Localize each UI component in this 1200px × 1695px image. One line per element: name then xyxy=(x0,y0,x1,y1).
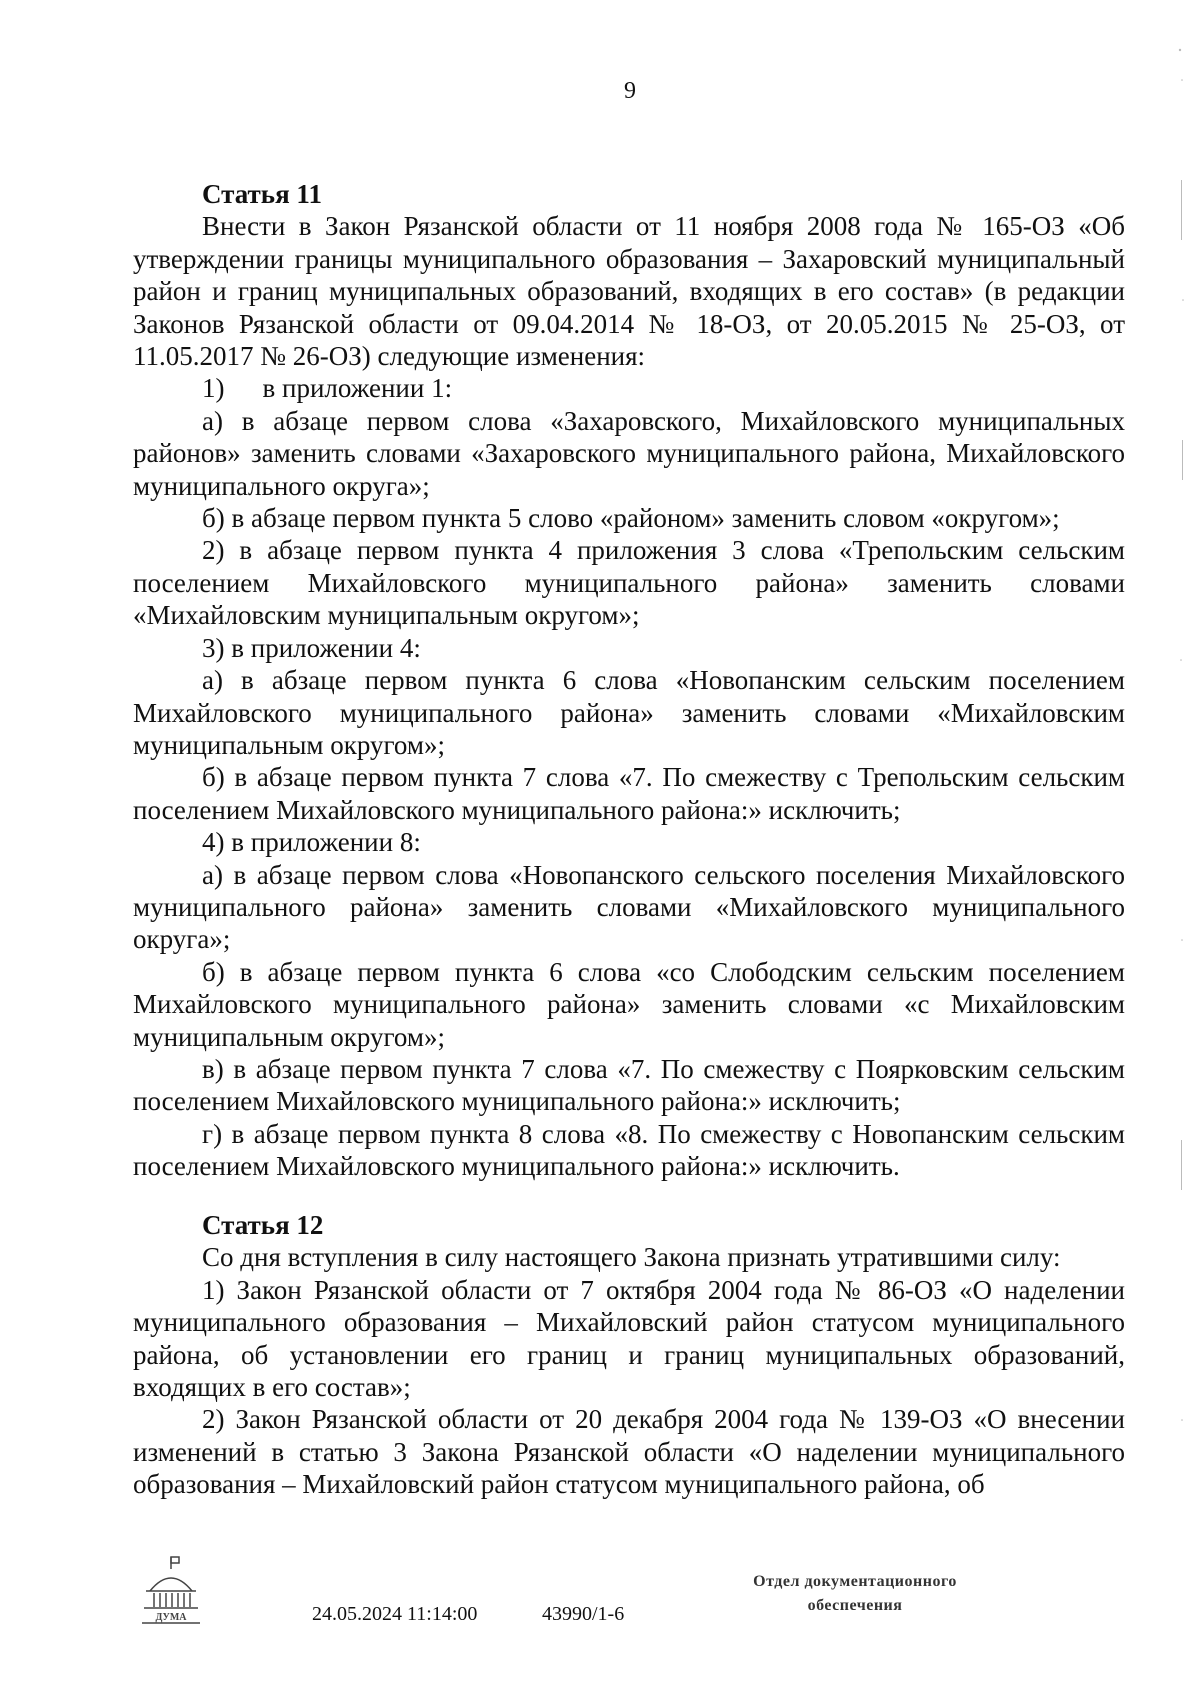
article-11-paragraph: а) в абзаце первом слова «Захаровского, Михайловского муниципальных районов» заменить словами «Захаровского муниципального района, Михайловского муниципального округа»; xyxy=(133,405,1125,501)
article-12-paragraph: Со дня вступления в силу настоящего Закона признать утратившими силу: xyxy=(202,1242,1061,1273)
article-11-paragraph: 4) в приложении 8: xyxy=(202,827,421,858)
footer-department-stamp xyxy=(700,1570,1010,1618)
scan-margin-specks xyxy=(1176,40,1196,1600)
logo-text: ДУМА xyxy=(155,1612,187,1623)
article-11-paragraph: в) в абзаце первом пункта 7 слова «7. По смежеству с Поярковским сельским поселением Михайловского муниципального района:» исключить; xyxy=(133,1053,1125,1117)
page-number: 9 xyxy=(624,78,636,104)
article-12-title: Статья 12 xyxy=(202,1210,324,1240)
footer-datetime: 24.05.2024 11:14:00 xyxy=(312,1603,478,1625)
article-11-paragraph: а) в абзаце первом слова «Новопанского сельского поселения Михайловского муниципального района» заменить словами «Михайловского муниципального округа»; xyxy=(133,859,1125,955)
article-11-paragraph: 2) в абзаце первом пункта 4 приложения 3 слова «Трепольским сельским поселением Михайловского муниципального района» заменить словами «Михайловским муниципальным округом»; xyxy=(133,535,1125,631)
article-11-paragraph: а) в абзаце первом пункта 6 слова «Новопанским сельским поселением Михайловского муниципального района» заменить словами «Михайловским муниципальным округом»; xyxy=(133,665,1125,760)
department-line-2: обеспечения xyxy=(807,1597,903,1614)
article-11-paragraph: б) в абзаце первом пункта 7 слова «7. По смежеству с Трепольским сельским поселением Михайловского муниципального района:» исключить; xyxy=(133,762,1125,825)
item-number: 1) xyxy=(202,373,225,404)
article-12-paragraph: 1) Закон Рязанской области от 7 октября 2004 года № 86-ОЗ «О наделении муниципального образования – Михайловский район статусом муниципального района, об установлении его границ и границ муниципальных образований, входящих в его состав»; xyxy=(133,1274,1125,1403)
article-11-paragraph: г) в абзаце первом пункта 8 слова «8. По смежеству с Новопанским сельским поселением Михайловского муниципального района:» исключить. xyxy=(133,1118,1125,1182)
article-12-paragraph: 2) Закон Рязанской области от 20 декабря 2004 года № 139-ОЗ «О внесении изменений в статью 3 Закона Рязанской области «О наделении муниципального образования – Михайловский район статусом муниципального района, об xyxy=(133,1404,1125,1500)
article-11-title: Статья 11 xyxy=(202,179,322,209)
article-11-paragraph: Внести в Закон Рязанской области от 11 ноября 2008 года № 165-ОЗ «Об утверждении границы муниципального образования – Захаровский муниципальный район и границ муниципальных образований, входящих в его состав» (в редакции Законов Рязанской области от 09.04.2014 № 18-ОЗ, от 20.05.2015 № 25-ОЗ, от 11.05.2017 № 26-ОЗ) следующие изменения: xyxy=(133,211,1125,372)
article-11-paragraph: 3) в приложении 4: xyxy=(202,632,421,663)
article-12 xyxy=(133,1209,1125,1501)
article-11-item-1 xyxy=(133,372,1125,404)
article-11-paragraph: б) в абзаце первом пункта 6 слова «со Слободским сельским поселением Михайловского муниципального района» заменить словами «с Михайловским муниципальным округом»; xyxy=(133,956,1125,1052)
duma-logo-icon xyxy=(136,1555,206,1625)
article-11-paragraph: б) в абзаце первом пункта 5 слово «районом» заменить словом «округом»; xyxy=(202,503,1060,534)
department-line-1: Отдел документационного xyxy=(753,1573,957,1590)
item-text: в приложении 1: xyxy=(262,373,453,404)
article-11 xyxy=(133,178,1125,1183)
footer-doc-number: 43990/1-6 xyxy=(542,1603,625,1625)
